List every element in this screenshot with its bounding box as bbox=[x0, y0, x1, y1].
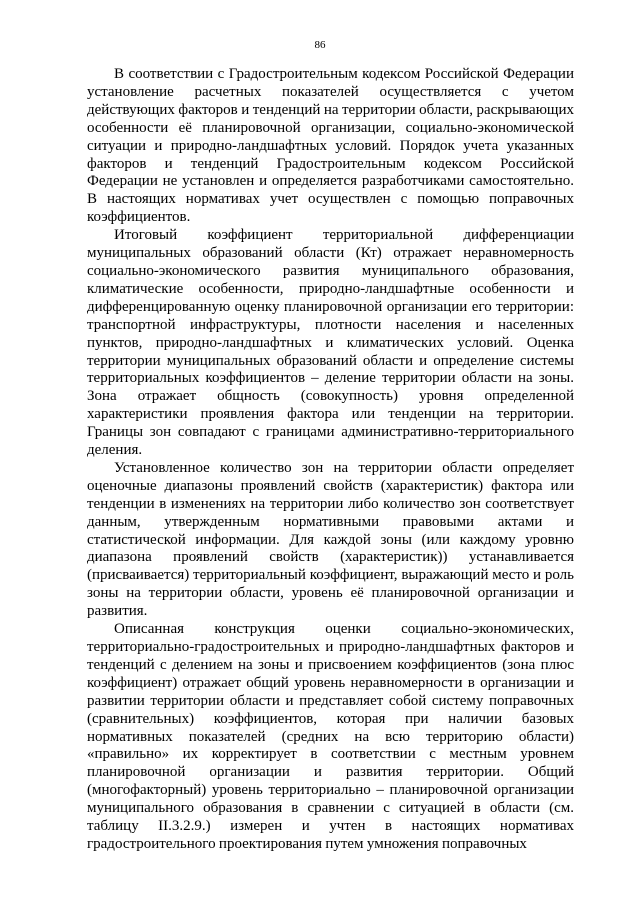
paragraph-1: В соответствии с Градостроительным кодексом Российской Федерации установление расчетных показателей осуществляется с учетом действующих факторов и тенденций на территории области, раскрывающих особенности её планировочной организации, социально-экономической ситуации и природно-ландшафтных условий. Порядок учета указанных факторов и тенденций Градостроительным кодексом Российской Федерации не установлен и определяется разработчиками самостоятельно. В настоящих нормативах учет осуществлен с помощью поправочных коэффициентов. bbox=[87, 66, 574, 226]
page-number: 86 bbox=[314, 39, 326, 51]
body-text bbox=[87, 66, 574, 854]
paragraph-4: Описанная конструкция оценки социально-экономических, территориально-градостроительных и природно-ландшафтных факторов и тенденций с делением на зоны и присвоением коэффициентов (зона плюс коэффициент) отражает общий уровень неравномерности в организации и развитии территории области и представляет собой систему поправочных (сравнительных) коэффициентов, которая при наличии базовых нормативных показателей (средних на всю территорию области) «правильно» их корректирует в соответствии с местным уровнем планировочной организации и развития территории. Общий (многофакторный) уровень территориально – планировочной организации муниципального образования в сравнении с ситуацией в области (см. таблицу II.3.2.9.) измерен и учтен в настоящих нормативах градостроительного проектирования путем умножения поправочных bbox=[87, 621, 574, 852]
paragraph-2: Итоговый коэффициент территориальной дифференциации муниципальных образований области (Кт) отражает неравномерность социально-экономического развития муниципального образования, климатические особенности, природно-ландшафтные особенности и дифференцированную оценку планировочной организации его территории: транспортной инфраструктуры, плотности населения и населенных пунктов, природно-ландшафтных и климатических условий. Оценка территории муниципальных образований области и определение системы территориальных коэффициентов – деление территории области на зоны. Зона отражает общность (совокупность) уровня определенной характеристики проявления фактора или тенденции на территории. Границы зон совпадают с границами административно-территориального деления. bbox=[87, 227, 574, 459]
paragraph-3: Установленное количество зон на территории области определяет оценочные диапазоны проявлений свойств (характеристик) фактора или тенденции в изменениях на территории либо количество зон соответствует данным, утвержденным нормативными правовыми актами и статистической информации. Для каждой зоны (или каждому уровню диапазона проявлений свойств (характеристик)) устанавливается (присваивается) территориальный коэффициент, выражающий место и роль зоны на территории области, уровень её планировочной организации и развития. bbox=[87, 459, 574, 620]
